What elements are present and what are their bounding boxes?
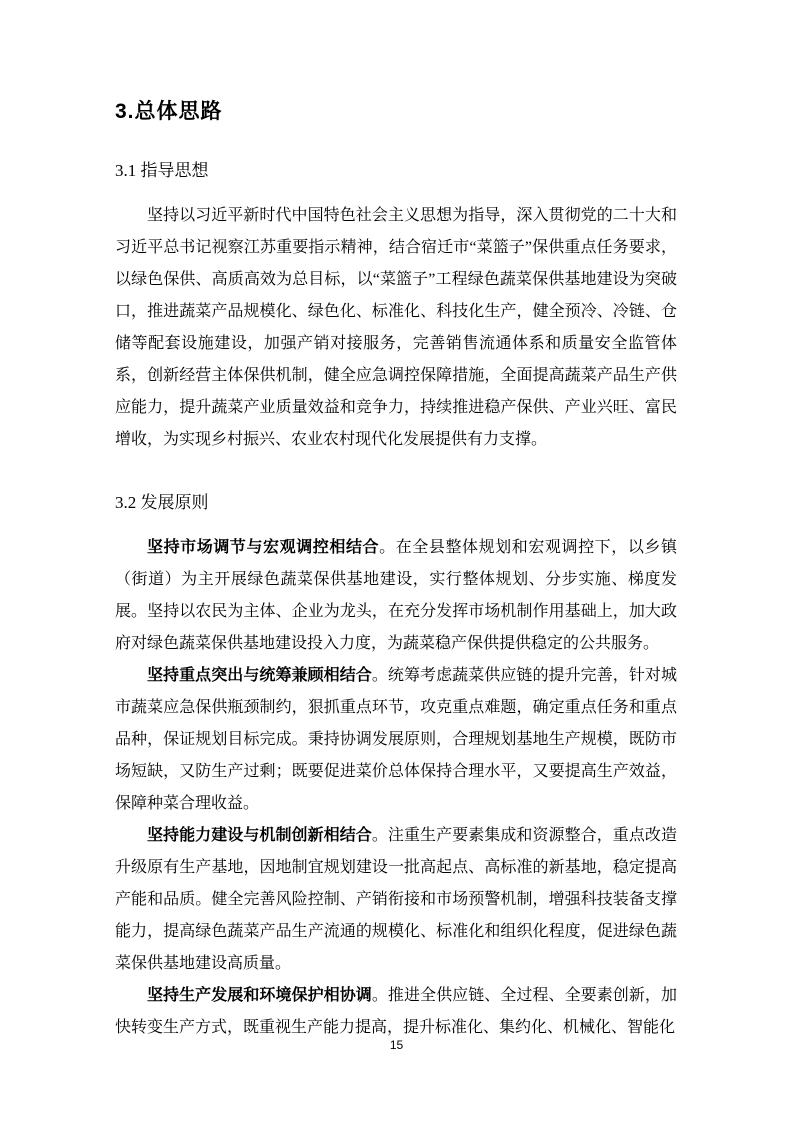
paragraph-text: 。统筹考虑蔬菜供应链的提升完善，针对城市蔬菜应急保供瓶颈制约，狠抓重点环节，攻克重点难题，确定重点任务和重点品种，保证规划目标完成。秉持协调发展原则，合理规划基地生产规模，既防市场短缺，又防生产过剩；既要促进菜价总体保持合理水平，又要提高生产效益，保障种菜合理收益。 (115, 667, 677, 812)
paragraph-lead: 坚持生产发展和环境保护相协调 (147, 987, 372, 1004)
paragraph-text: 。注重生产要素集成和资源整合，重点改造升级原有生产基地，因地制宜规划建设一批高起点、高标准的新基地，稳定提高产能和品质。健全完善风险控制、产销衔接和市场预警机制，增强科技装备支撑能力，提高绿色蔬菜产品生产流通的规模化、标准化和组织化程度，促进绿色蔬菜保供基地建设高质量。 (115, 827, 677, 972)
paragraph-lead: 坚持能力建设与机制创新相结合 (147, 827, 372, 844)
document-content (115, 0, 677, 1044)
paragraph (115, 200, 677, 456)
paragraph (115, 820, 677, 980)
paragraph-text: 。推进全供应链、全过程、全要素创新，加快转变生产方式，既重视生产能力提高，提升标准化、集约化、机械化、智能化 (115, 987, 677, 1036)
page-title: 3.总体思路 (115, 100, 223, 123)
paragraph-text: 。在全县整体规划和宏观调控下，以乡镇（街道）为主开展绿色蔬菜保供基地建设，实行整体规划、分步实施、梯度发展。坚持以农民为主体、企业为龙头，在充分发挥市场机制作用基础上，加大政府对绿色蔬菜保供基地建设投入力度，为蔬菜稳产保供提供稳定的公共服务。 (115, 539, 677, 652)
section-heading-guiding-ideology: 3.1 指导思想 (115, 161, 209, 180)
paragraph-lead: 坚持重点突出与统筹兼顾相结合 (147, 667, 372, 684)
section-heading-development-principles: 3.2 发展原则 (115, 493, 209, 512)
paragraph-lead: 坚持市场调节与宏观调控相结合 (147, 539, 380, 556)
paragraph-text: 坚持以习近平新时代中国特色社会主义思想为指导，深入贯彻党的二十大和习近平总书记视察江苏重要指示精神，结合宿迁市“菜篮子”保供重点任务要求，以绿色保供、高质高效为总目标，以“菜篮子”工程绿色蔬菜保供基地建设为突破口，推进蔬菜产品规模化、绿色化、标准化、科技化生产，健全预冷、冷链、仓储等配套设施建设，加强产销对接服务，完善销售流通体系和质量安全监管体系，创新经营主体保供机制，健全应急调控保障措施，全面提高蔬菜产品生产供应能力，提升蔬菜产业质量效益和竞争力，持续推进稳产保供、产业兴旺、富民增收，为实现乡村振兴、农业农村现代化发展提供有力支撑。 (115, 207, 677, 448)
page-number: 15 (389, 1038, 404, 1052)
paragraph (115, 532, 677, 660)
paragraph (115, 660, 677, 820)
paragraph (115, 980, 677, 1044)
